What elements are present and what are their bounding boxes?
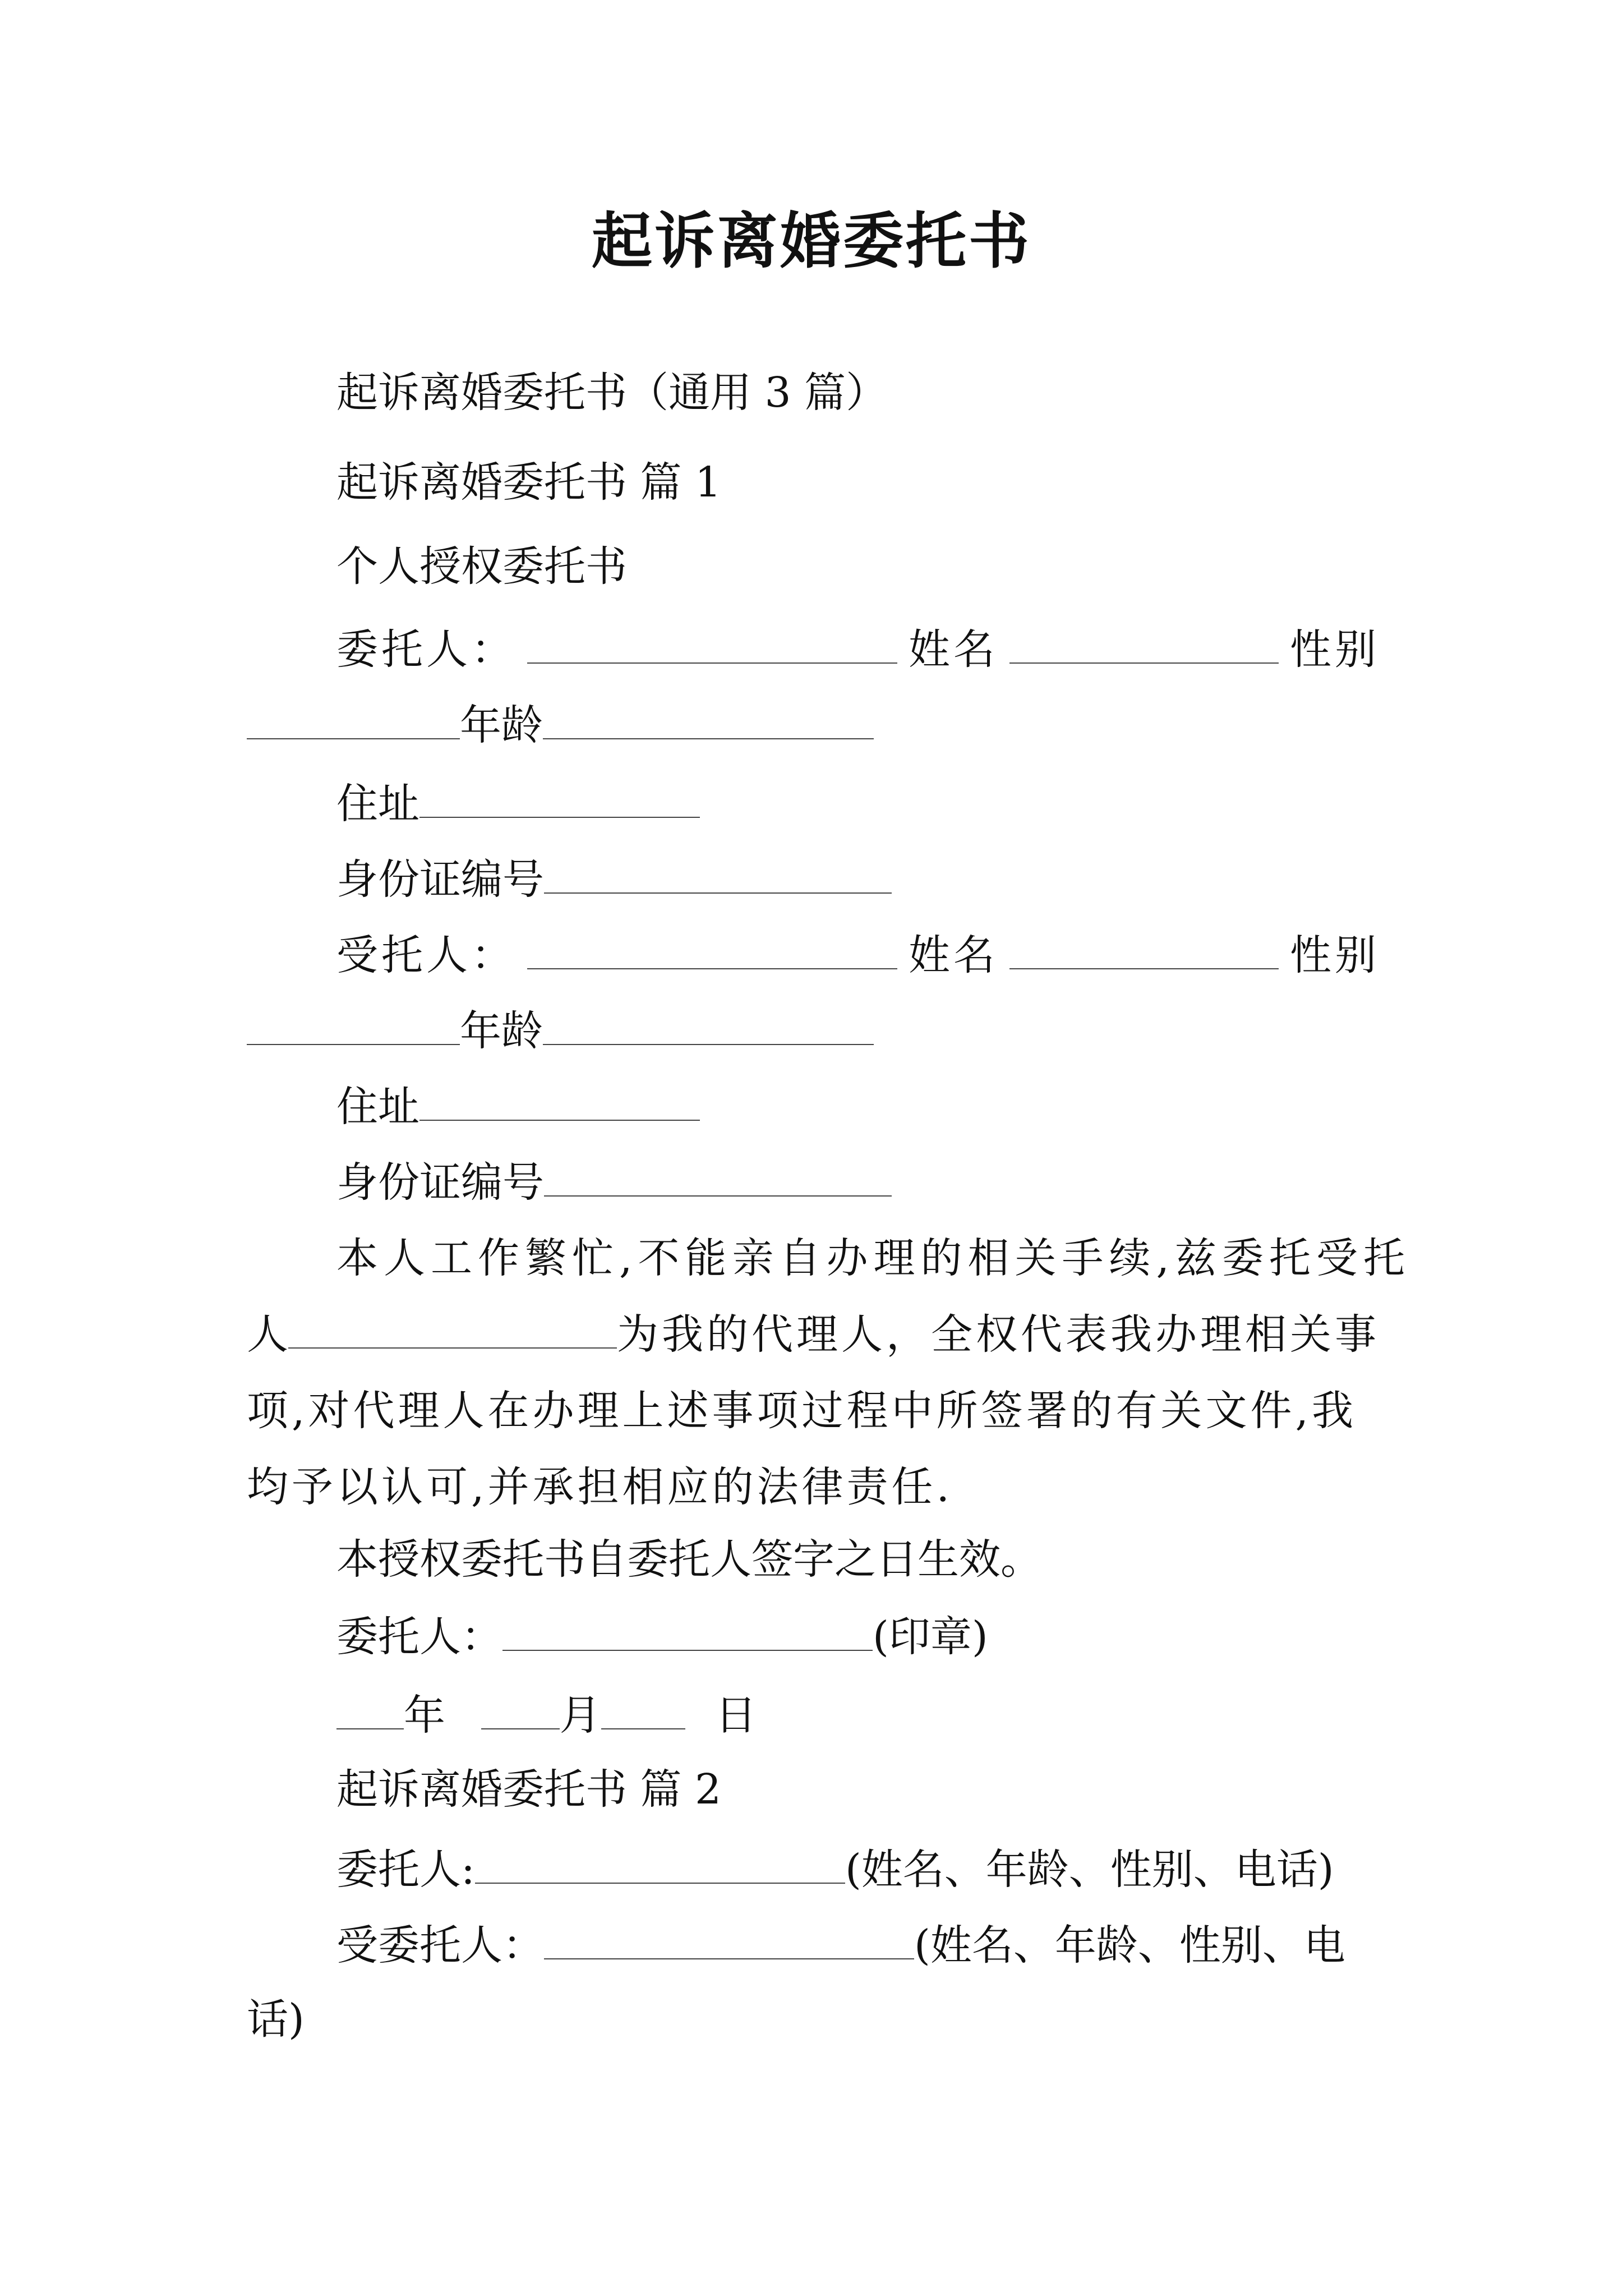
body-line-4-text: 均予以认可,并承担相应的法律责任. [247, 1463, 953, 1511]
form-title: 个人授权委托书 [336, 542, 627, 591]
agent-gender-label: 性别 [1290, 931, 1380, 979]
agent-age-label: 年龄 [460, 1007, 543, 1055]
agent-age-row [247, 1001, 1380, 1059]
body-line-4 [247, 1449, 1380, 1525]
principal-name-blank [1009, 620, 1279, 664]
principal-address-blank [419, 774, 700, 818]
principal-address-label: 住址 [336, 780, 419, 828]
part1-heading: 起诉离婚委托书 篇 1 [336, 458, 722, 507]
principal-label: 委托人： [336, 625, 516, 674]
body-line-2b-text: 为我的代理人，全权代表我办理相关事 [617, 1310, 1380, 1359]
part2-agent-row [336, 1916, 1380, 1973]
part2-principal-note: (姓名、年龄、性别、电话) [845, 1846, 1334, 1894]
signature-label: 委托人： [336, 1613, 502, 1661]
agent-label: 受托人： [336, 931, 516, 979]
body-line-3 [247, 1373, 1380, 1449]
document-title: 起诉离婚委托书 [591, 206, 1031, 277]
seal-label: (印章) [873, 1613, 988, 1661]
day-label: 日 [715, 1691, 757, 1740]
agent-age-blank [543, 1001, 874, 1045]
year-label: 年 [404, 1691, 445, 1740]
agent-id-blank [544, 1153, 892, 1197]
principal-age-blank [543, 696, 874, 739]
agent-address-blank [419, 1077, 700, 1121]
principal-age-row [247, 696, 1380, 753]
agent-id-row [336, 1153, 1380, 1211]
effective-statement: 本授权委托书自委托人签字之日生效。 [336, 1535, 1042, 1584]
agent-address-label: 住址 [336, 1083, 419, 1131]
principal-gender-blank [247, 696, 460, 739]
part2-principal-blank [475, 1840, 845, 1884]
month-label: 月 [559, 1691, 601, 1740]
signature-row [336, 1607, 1380, 1665]
body-line-2 [247, 1296, 1380, 1373]
principal-row [336, 620, 1380, 678]
signature-blank [502, 1607, 873, 1651]
part2-heading: 起诉离婚委托书 篇 2 [336, 1765, 722, 1814]
principal-id-row [336, 850, 1380, 908]
month-blank [481, 1686, 560, 1729]
principal-gender-label: 性别 [1290, 625, 1380, 674]
principal-address-row [336, 774, 1380, 832]
agent-gender-blank [247, 1001, 460, 1045]
principal-id-blank [544, 850, 892, 894]
agent-blank [527, 926, 897, 969]
part2-agent-label: 受委托人： [336, 1921, 544, 1970]
agent-name-label: 姓名 [909, 931, 998, 979]
day-blank [601, 1686, 685, 1729]
designee-blank [288, 1305, 617, 1349]
part2-agent-note-cont: 话) [247, 1995, 305, 2044]
part2-principal-row [336, 1840, 1380, 1898]
body-line-1 [247, 1220, 1411, 1296]
body-line-3-text: 项,对代理人在办理上述事项过程中所签署的有关文件,我 [247, 1387, 1357, 1435]
part2-principal-label: 委托人: [336, 1846, 475, 1894]
document-subtitle: 起诉离婚委托书（通用 3 篇） [336, 369, 888, 417]
body-line-2a-text: 人 [247, 1310, 288, 1359]
agent-address-row [336, 1077, 1380, 1135]
part2-agent-note: (姓名、年龄、性别、电 [914, 1921, 1345, 1970]
year-blank [336, 1686, 404, 1729]
agent-id-label: 身份证编号 [336, 1158, 544, 1207]
principal-id-label: 身份证编号 [336, 855, 544, 904]
date-row [336, 1686, 1380, 1743]
principal-age-label: 年龄 [460, 701, 543, 749]
agent-name-blank [1009, 926, 1279, 969]
principal-name-label: 姓名 [909, 625, 998, 674]
part2-agent-blank [544, 1916, 914, 1959]
body-line-1-text: 本人工作繁忙,不能亲自办理的相关手续,兹委托受托 [336, 1234, 1411, 1282]
agent-row [336, 926, 1380, 983]
body-paragraph [247, 1220, 1411, 1525]
principal-blank [527, 620, 897, 664]
